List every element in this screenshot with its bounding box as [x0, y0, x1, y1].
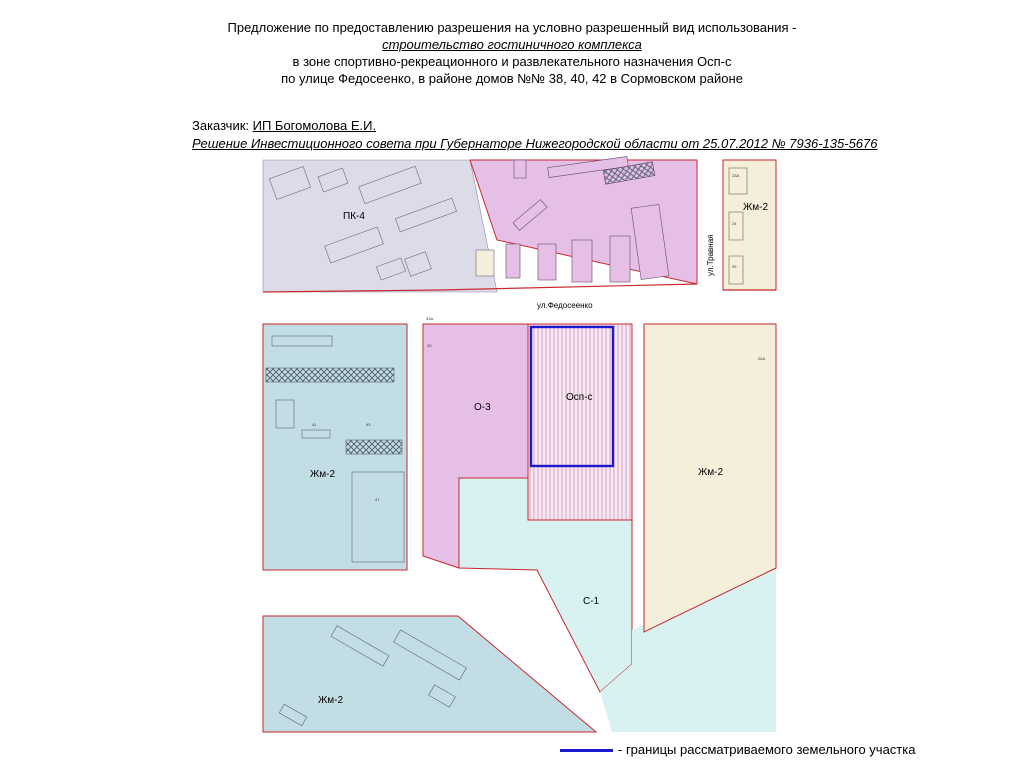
- legend-boundary-line: [560, 749, 613, 752]
- zone-zhm2-bottom: [263, 616, 596, 732]
- house-number: 26А: [758, 356, 766, 361]
- street-travnaya: ул.Травная: [706, 234, 715, 276]
- label-zhm2-top-right: Жм-2: [743, 202, 768, 213]
- header-line-3: в зоне спортивно-рекреационного и развлекательного назначения Осп-с: [292, 54, 732, 69]
- header-line-2: строительство гостиничного комплекса: [382, 37, 642, 52]
- label-c1: С-1: [583, 596, 600, 607]
- header-line-4: по улице Федосеенко, в районе домов №№ 38, 40, 42 в Сормовском районе: [281, 71, 743, 86]
- house-number: 25: [732, 264, 737, 269]
- legend: [560, 742, 980, 760]
- header-line-1: Предложение по предоставлению разрешения на условно разрешенный вид использования -: [227, 20, 797, 35]
- label-zhm2-right: Жм-2: [698, 467, 723, 478]
- house-number: 33А: [426, 316, 434, 321]
- customer-label: Заказчик:: [192, 118, 253, 133]
- house-number: 41: [312, 422, 317, 427]
- street-fedoseenko: ул.Федосеенко: [537, 301, 593, 310]
- zone-osp-c: [528, 324, 632, 520]
- customer-name: ИП Богомолова Е.И.: [252, 118, 377, 133]
- label-zhm2-bottom: Жм-2: [318, 695, 343, 706]
- house-number: 23А: [732, 173, 740, 178]
- label-o3: О-3: [474, 402, 491, 413]
- label-pk4: ПК-4: [343, 211, 365, 222]
- house-number: 24: [732, 221, 737, 226]
- house-number: 20: [427, 343, 432, 348]
- investment-decision: Решение Инвестиционного совета при Губернаторе Нижегородской области от 25.07.2012 № 7936-135-5676: [192, 136, 878, 151]
- legend-text: - границы рассматриваемого земельного участка: [618, 742, 916, 757]
- house-number: 47: [375, 497, 380, 502]
- label-zhm2-left: Жм-2: [310, 469, 335, 480]
- label-osp-c: Осп-с: [566, 392, 593, 403]
- house-number: 43: [366, 422, 371, 427]
